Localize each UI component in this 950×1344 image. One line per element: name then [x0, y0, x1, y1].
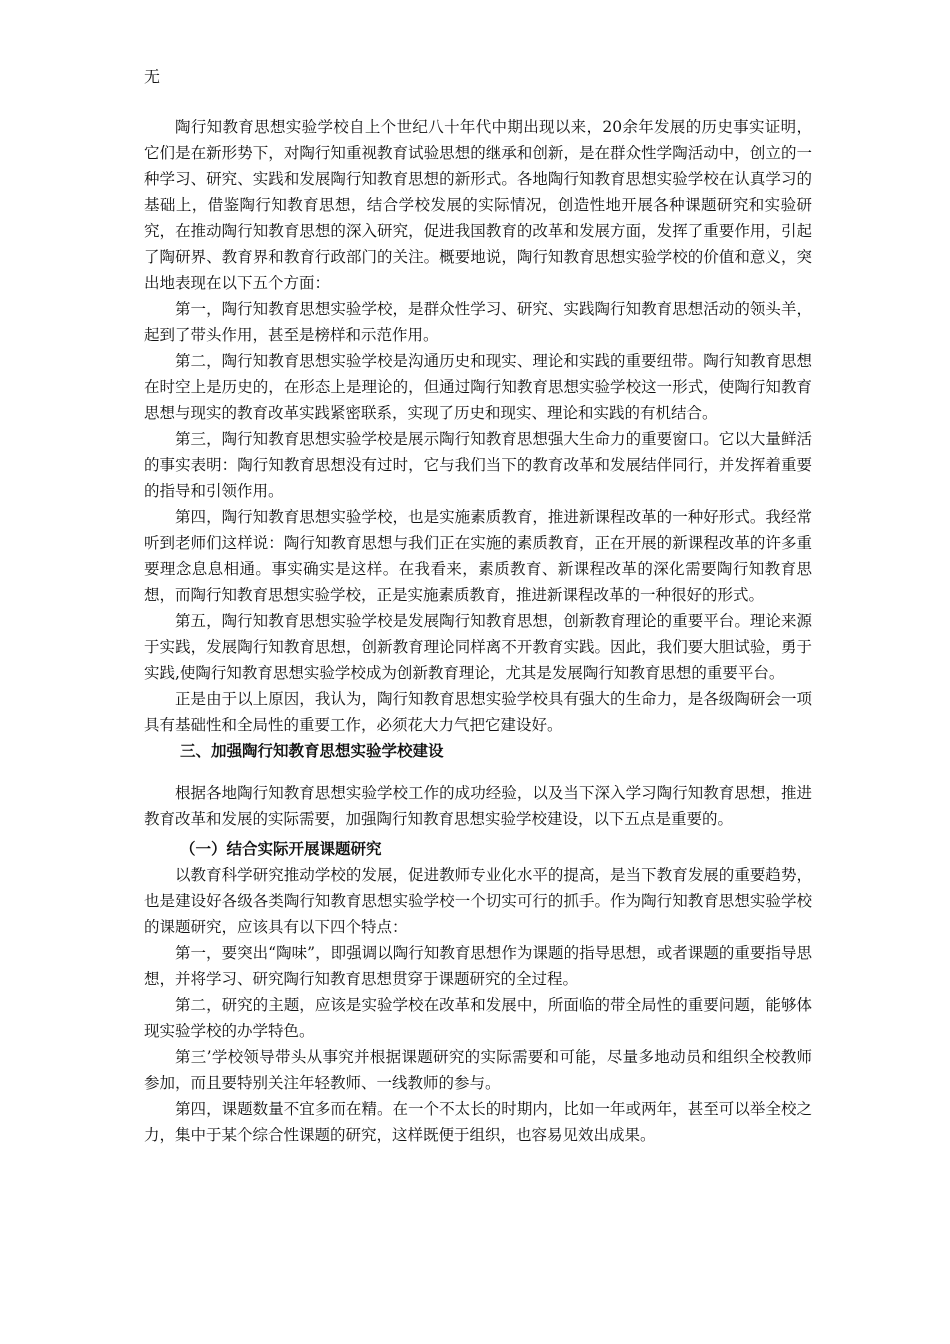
- paragraph-research-intro: 以教育科学研究推动学校的发展，促进教师专业化水平的提高，是当下教育发展的重要趋势，也是建设好各级各类陶行知教育思想实验学校一个切实可行的抓手。作为陶行知教育思想实验学校的课题研究，应该具有以下四个特点：: [144, 866, 812, 936]
- paragraph-feature-3: 第三’学校领导带头从事究并根据课题研究的实际需要和可能，尽量多地动员和组织全校教师参加，而且要特别关注年轻教师、一线教师的参与。: [144, 1048, 812, 1092]
- paragraph-point-1: 第一，陶行知教育思想实验学校，是群众性学习、研究、实践陶行知教育思想活动的领头羊，起到了带头作用，甚至是榜样和示范作用。: [144, 300, 812, 344]
- paragraph-section-intro: 根据各地陶行知教育思想实验学校工作的成功经验，以及当下深入学习陶行知教育思想，推进教育改革和发展的实际需要，加强陶行知教育思想实验学校建设，以下五点是重要的。: [144, 784, 812, 828]
- paragraph-feature-2: 第二，研究的主题，应该是实验学校在改革和发展中，所面临的带全局性的重要问题，能够体现实验学校的办学特色。: [144, 996, 812, 1040]
- paragraph-intro: 陶行知教育思想实验学校自上个世纪八十年代中期出现以来，20余年发展的历史事实证明，它们是在新形势下，对陶行知重视教育试验思想的继承和创新，是在群众性学陶活动中，创立的一种学习、研究、实践和发展陶行知教育思想的新形式。各地陶行知教育思想实验学校在认真学习的基础上，借鉴陶行知教育思想，结合学校发展的实际情况，创造性地开展各种课题研究和实验研究，在推动陶行知教育思想的深入研究，促进我国教育的改革和发展方面，发挥了重要作用，引起了陶研界、教育界和教育行政部门的关注。概要地说，陶行知教育思想实验学校的价值和意义，突出地表现在以下五个方面：: [144, 118, 812, 292]
- paragraph-conclusion: 正是由于以上原因，我认为，陶行知教育思想实验学校具有强大的生命力，是各级陶研会一项具有基础性和全局性的重要工作，必须花大力气把它建设好。: [144, 690, 812, 734]
- section-heading: 三、加强陶行知教育思想实验学校建设: [180, 741, 444, 760]
- document-body: [144, 114, 812, 1148]
- header-mark: 无: [144, 67, 161, 86]
- paragraph-feature-4: 第四，课题数量不宜多而在精。在一个不太长的时期内，比如一年或两年，甚至可以举全校之力，集中于某个综合性课题的研究，这样既便于组织，也容易见效出成果。: [144, 1100, 812, 1144]
- paragraph-feature-1: 第一，要突出“陶味”，即强调以陶行知教育思想作为课题的指导思想，或者课题的重要指导思想，并将学习、研究陶行知教育思想贯穿于课题研究的全过程。: [144, 944, 812, 988]
- paragraph-point-4: 第四，陶行知教育思想实验学校，也是实施素质教育，推进新课程改革的一种好形式。我经常听到老师们这样说：陶行知教育思想与我们正在实施的素质教育，正在开展的新课程改革的许多重要理念息息相通。事实确实是这样。在我看来，素质教育、新课程改革的深化需要陶行知教育思想，而陶行知教育思想实验学校，正是实施素质教育，推进新课程改革的一种很好的形式。: [144, 508, 812, 604]
- paragraph-point-3: 第三，陶行知教育思想实验学校是展示陶行知教育思想强大生命力的重要窗口。它以大量鲜活的事实表明：陶行知教育思想没有过时，它与我们当下的教育改革和发展结伴同行，并发挥着重要的指导和引领作用。: [144, 430, 812, 500]
- paragraph-point-5: 第五，陶行知教育思想实验学校是发展陶行知教育思想，创新教育理论的重要平台。理论来源于实践，发展陶行知教育思想，创新教育理论同样离不开教育实践。因此，我们要大胆试验，勇于实践,使陶行知教育思想实验学校成为创新教育理论，尤其是发展陶行知教育思想的重要平台。: [144, 612, 812, 682]
- paragraph-point-2: 第二，陶行知教育思想实验学校是沟通历史和现实、理论和实践的重要纽带。陶行知教育思想在时空上是历史的，在形态上是理论的，但通过陶行知教育思想实验学校这一形式，使陶行知教育思想与现实的教育改革实践紧密联系，实现了历史和现实、理论和实践的有机结合。: [144, 352, 812, 422]
- subsection-heading: （一）结合实际开展课题研究: [180, 839, 382, 858]
